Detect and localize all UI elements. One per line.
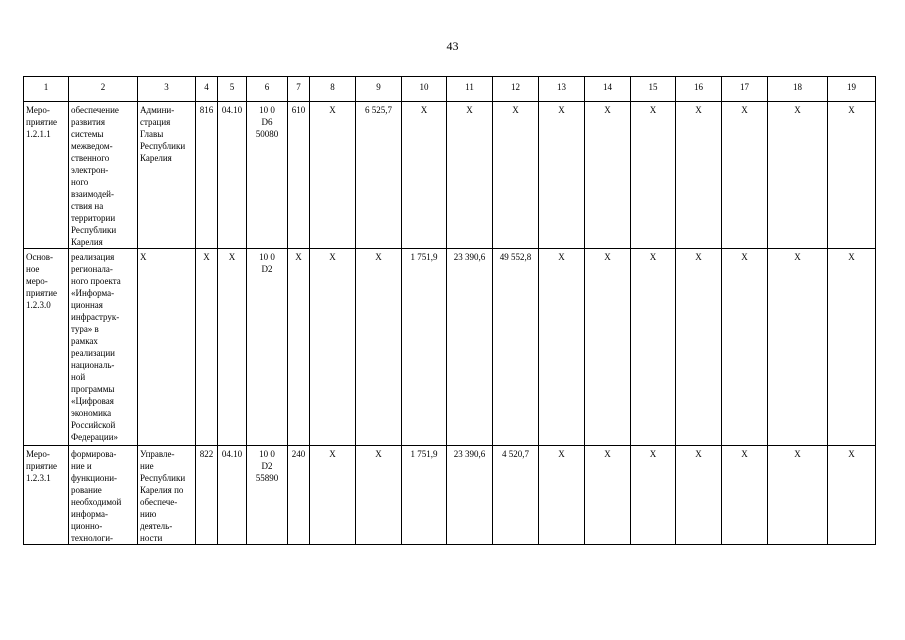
table-cell-col-6 <box>247 249 288 446</box>
cell-text: программы <box>71 384 115 394</box>
cell-text: 10 0 <box>259 252 275 262</box>
table-cell-col-4 <box>196 102 218 249</box>
table-body <box>24 102 876 545</box>
column-header-12: 12 <box>493 77 539 102</box>
cell-text: Карелия <box>140 153 172 163</box>
table-cell-col-11 <box>447 446 493 545</box>
cell-text: X <box>794 105 801 115</box>
column-header-2: 2 <box>69 77 138 102</box>
column-header-3: 3 <box>138 77 196 102</box>
cell-text: X <box>848 252 855 262</box>
cell-text: 55890 <box>255 473 279 483</box>
table-cell-col-10 <box>402 102 447 249</box>
cell-text: Федерации» <box>71 432 119 442</box>
table-cell-col-11 <box>447 102 493 249</box>
cell-text: Российской <box>71 420 116 430</box>
table-cell-col-14 <box>585 249 631 446</box>
column-header-4: 4 <box>196 77 218 102</box>
cell-text: X <box>848 449 855 459</box>
column-header-15: 15 <box>631 77 676 102</box>
table-cell-col-9 <box>356 249 402 446</box>
cell-text: «Цифровая <box>71 396 114 406</box>
table-cell-col-15 <box>631 446 676 545</box>
header-row <box>24 77 876 102</box>
cell-text: X <box>604 105 611 115</box>
cell-text: приятие <box>26 461 58 471</box>
cell-text: страция <box>140 117 171 127</box>
cell-text: ние и <box>71 461 92 471</box>
table-cell-col-2 <box>69 446 138 545</box>
cell-text: меро- <box>26 276 48 286</box>
cell-text: X <box>741 105 748 115</box>
column-header-18: 18 <box>768 77 828 102</box>
cell-text: рование <box>71 485 102 495</box>
column-header-8: 8 <box>310 77 356 102</box>
cell-text: необходимой <box>71 497 122 507</box>
cell-text: D6 <box>261 117 273 127</box>
cell-text: реализации <box>71 348 115 358</box>
cell-text: ного <box>71 177 89 187</box>
cell-text: Управле- <box>140 449 175 459</box>
table-cell-col-8 <box>310 446 356 545</box>
column-header-19: 19 <box>828 77 876 102</box>
table-cell-col-13 <box>539 249 585 446</box>
cell-text: X <box>512 105 519 115</box>
cell-text: X <box>420 105 428 115</box>
cell-text: ственного <box>71 153 110 163</box>
cell-text: X <box>228 252 236 262</box>
cell-text: рамках <box>71 336 98 346</box>
cell-text: ное <box>26 264 40 274</box>
table-cell-col-3 <box>138 446 196 545</box>
table-cell-col-11 <box>447 249 493 446</box>
cell-text: Основ- <box>26 252 54 262</box>
cell-text: X <box>329 449 336 459</box>
cell-text: X <box>649 449 657 459</box>
cell-text: технологи- <box>71 533 114 543</box>
cell-text: взаимодей- <box>71 189 114 199</box>
cell-text: ние <box>140 461 154 471</box>
table-cell-col-14 <box>585 446 631 545</box>
cell-text: X <box>649 105 657 115</box>
table-cell-col-13 <box>539 102 585 249</box>
cell-text: ционная <box>71 300 103 310</box>
cell-text: X <box>375 449 382 459</box>
cell-text: X <box>848 105 855 115</box>
column-header-10: 10 <box>402 77 447 102</box>
cell-text: D2 <box>261 461 273 471</box>
cell-text: X <box>649 252 657 262</box>
table-cell-col-18 <box>768 249 828 446</box>
cell-text: Республики <box>140 141 186 151</box>
table-cell-col-7 <box>288 249 310 446</box>
table-cell-col-8 <box>310 102 356 249</box>
table-cell-col-12 <box>493 249 539 446</box>
table-cell-col-7 <box>288 102 310 249</box>
cell-text: X <box>741 252 748 262</box>
cell-text: X <box>295 252 302 262</box>
cell-text: X <box>558 105 565 115</box>
table-cell-col-13 <box>539 446 585 545</box>
cell-text: X <box>604 252 611 262</box>
cell-text: межведом- <box>71 141 113 151</box>
table-cell-col-4 <box>196 446 218 545</box>
table-cell-col-17 <box>722 249 768 446</box>
cell-text: Меро- <box>26 449 50 459</box>
table-cell-col-15 <box>631 249 676 446</box>
column-header-5: 5 <box>218 77 247 102</box>
table-header <box>24 77 876 102</box>
table-row <box>24 249 876 446</box>
cell-text: X <box>466 105 473 115</box>
table-cell-col-17 <box>722 102 768 249</box>
cell-text: 1 751,9 <box>410 449 438 459</box>
cell-text: электрон- <box>71 165 109 175</box>
cell-text: X <box>558 252 565 262</box>
cell-text: формирова- <box>71 449 117 459</box>
cell-text: информа- <box>71 509 108 519</box>
cell-text: экономика <box>71 408 112 418</box>
cell-text: X <box>140 252 147 262</box>
cell-text: X <box>794 252 801 262</box>
cell-text: X <box>604 449 611 459</box>
cell-text: Республики <box>71 225 117 235</box>
page-number: 43 <box>446 39 459 53</box>
cell-text: Республики <box>140 473 186 483</box>
cell-text: X <box>695 252 702 262</box>
column-header-17: 17 <box>722 77 768 102</box>
table-cell-col-10 <box>402 446 447 545</box>
table-cell-col-5 <box>218 102 247 249</box>
table-row <box>24 446 876 545</box>
table-cell-col-1 <box>24 249 69 446</box>
table-cell-col-18 <box>768 102 828 249</box>
cell-text: территории <box>71 213 116 223</box>
cell-text: X <box>329 252 336 262</box>
cell-text: Меро- <box>26 105 50 115</box>
table-cell-col-7 <box>288 446 310 545</box>
cell-text: 50080 <box>255 129 279 139</box>
cell-text: приятие <box>26 117 58 127</box>
table-cell-col-2 <box>69 249 138 446</box>
table-cell-col-1 <box>24 102 69 249</box>
table-cell-col-12 <box>493 102 539 249</box>
cell-text: 23 390,6 <box>453 449 486 459</box>
cell-text: 6 525,7 <box>365 105 392 115</box>
cell-text: Админи- <box>140 105 175 115</box>
table-cell-col-5 <box>218 249 247 446</box>
cell-text: инфраструк- <box>71 312 120 322</box>
table-cell-col-14 <box>585 102 631 249</box>
cell-text: X <box>375 252 382 262</box>
table-row <box>24 102 876 249</box>
table-cell-col-8 <box>310 249 356 446</box>
cell-text: ного проекта <box>71 276 121 286</box>
budget-table <box>23 76 876 545</box>
table-cell-col-19 <box>828 102 876 249</box>
table-cell-col-3 <box>138 102 196 249</box>
cell-text: X <box>695 449 702 459</box>
cell-text: X <box>558 449 565 459</box>
cell-text: ционно- <box>71 521 103 531</box>
column-header-11: 11 <box>447 77 493 102</box>
table-cell-col-18 <box>768 446 828 545</box>
table-cell-col-6 <box>247 446 288 545</box>
table-cell-col-5 <box>218 446 247 545</box>
cell-text: D2 <box>261 264 273 274</box>
column-header-14: 14 <box>585 77 631 102</box>
cell-text: регионала- <box>71 264 113 274</box>
cell-text: 1.2.3.1 <box>26 473 51 483</box>
cell-text: ной <box>71 372 86 382</box>
table-cell-col-19 <box>828 446 876 545</box>
cell-text: 49 552,8 <box>499 252 532 262</box>
column-header-16: 16 <box>676 77 722 102</box>
cell-text: 04.10 <box>221 449 243 459</box>
table-cell-col-17 <box>722 446 768 545</box>
table-cell-col-2 <box>69 102 138 249</box>
cell-text: националь- <box>71 360 115 370</box>
table-cell-col-9 <box>356 102 402 249</box>
cell-text: ности <box>140 533 163 543</box>
cell-text: 04.10 <box>221 105 243 115</box>
table-cell-col-19 <box>828 249 876 446</box>
table-cell-col-9 <box>356 446 402 545</box>
table-cell-col-10 <box>402 249 447 446</box>
cell-text: 1 751,9 <box>410 252 438 262</box>
column-header-7: 7 <box>288 77 310 102</box>
table-cell-col-1 <box>24 446 69 545</box>
cell-text: 610 <box>291 105 306 115</box>
cell-text: Карелия по <box>140 485 184 495</box>
table-cell-col-16 <box>676 249 722 446</box>
cell-text: 10 0 <box>259 105 275 115</box>
cell-text: системы <box>71 129 104 139</box>
cell-text: обеспече- <box>140 497 178 507</box>
cell-text: 10 0 <box>259 449 275 459</box>
cell-text: «Информа- <box>71 288 115 298</box>
cell-text: 23 390,6 <box>453 252 486 262</box>
cell-text: Карелия <box>71 237 103 247</box>
cell-text: тура» в <box>71 324 99 334</box>
table-cell-col-6 <box>247 102 288 249</box>
cell-text: X <box>203 252 210 262</box>
cell-text: обеспечение <box>71 105 119 115</box>
cell-text: X <box>329 105 336 115</box>
cell-text: 4 520,7 <box>502 449 529 459</box>
cell-text: реализация <box>71 252 115 262</box>
table-cell-col-12 <box>493 446 539 545</box>
column-header-13: 13 <box>539 77 585 102</box>
cell-text: деятель- <box>140 521 173 531</box>
cell-text: 1.2.3.0 <box>26 300 51 310</box>
cell-text: 822 <box>199 449 214 459</box>
table-cell-col-15 <box>631 102 676 249</box>
column-header-9: 9 <box>356 77 402 102</box>
cell-text: развития <box>71 117 106 127</box>
table-cell-col-16 <box>676 102 722 249</box>
cell-text: 240 <box>291 449 306 459</box>
cell-text: ствия на <box>71 201 104 211</box>
cell-text: функциони- <box>71 473 118 483</box>
table-cell-col-16 <box>676 446 722 545</box>
cell-text: X <box>741 449 748 459</box>
cell-text: приятие <box>26 288 58 298</box>
cell-text: 816 <box>199 105 214 115</box>
column-header-1: 1 <box>24 77 69 102</box>
cell-text: X <box>695 105 702 115</box>
cell-text: X <box>794 449 801 459</box>
column-header-6: 6 <box>247 77 288 102</box>
table-cell-col-3 <box>138 249 196 446</box>
cell-text: Главы <box>140 129 164 139</box>
cell-text: нию <box>140 509 157 519</box>
table-cell-col-4 <box>196 249 218 446</box>
cell-text: 1.2.1.1 <box>26 129 51 139</box>
